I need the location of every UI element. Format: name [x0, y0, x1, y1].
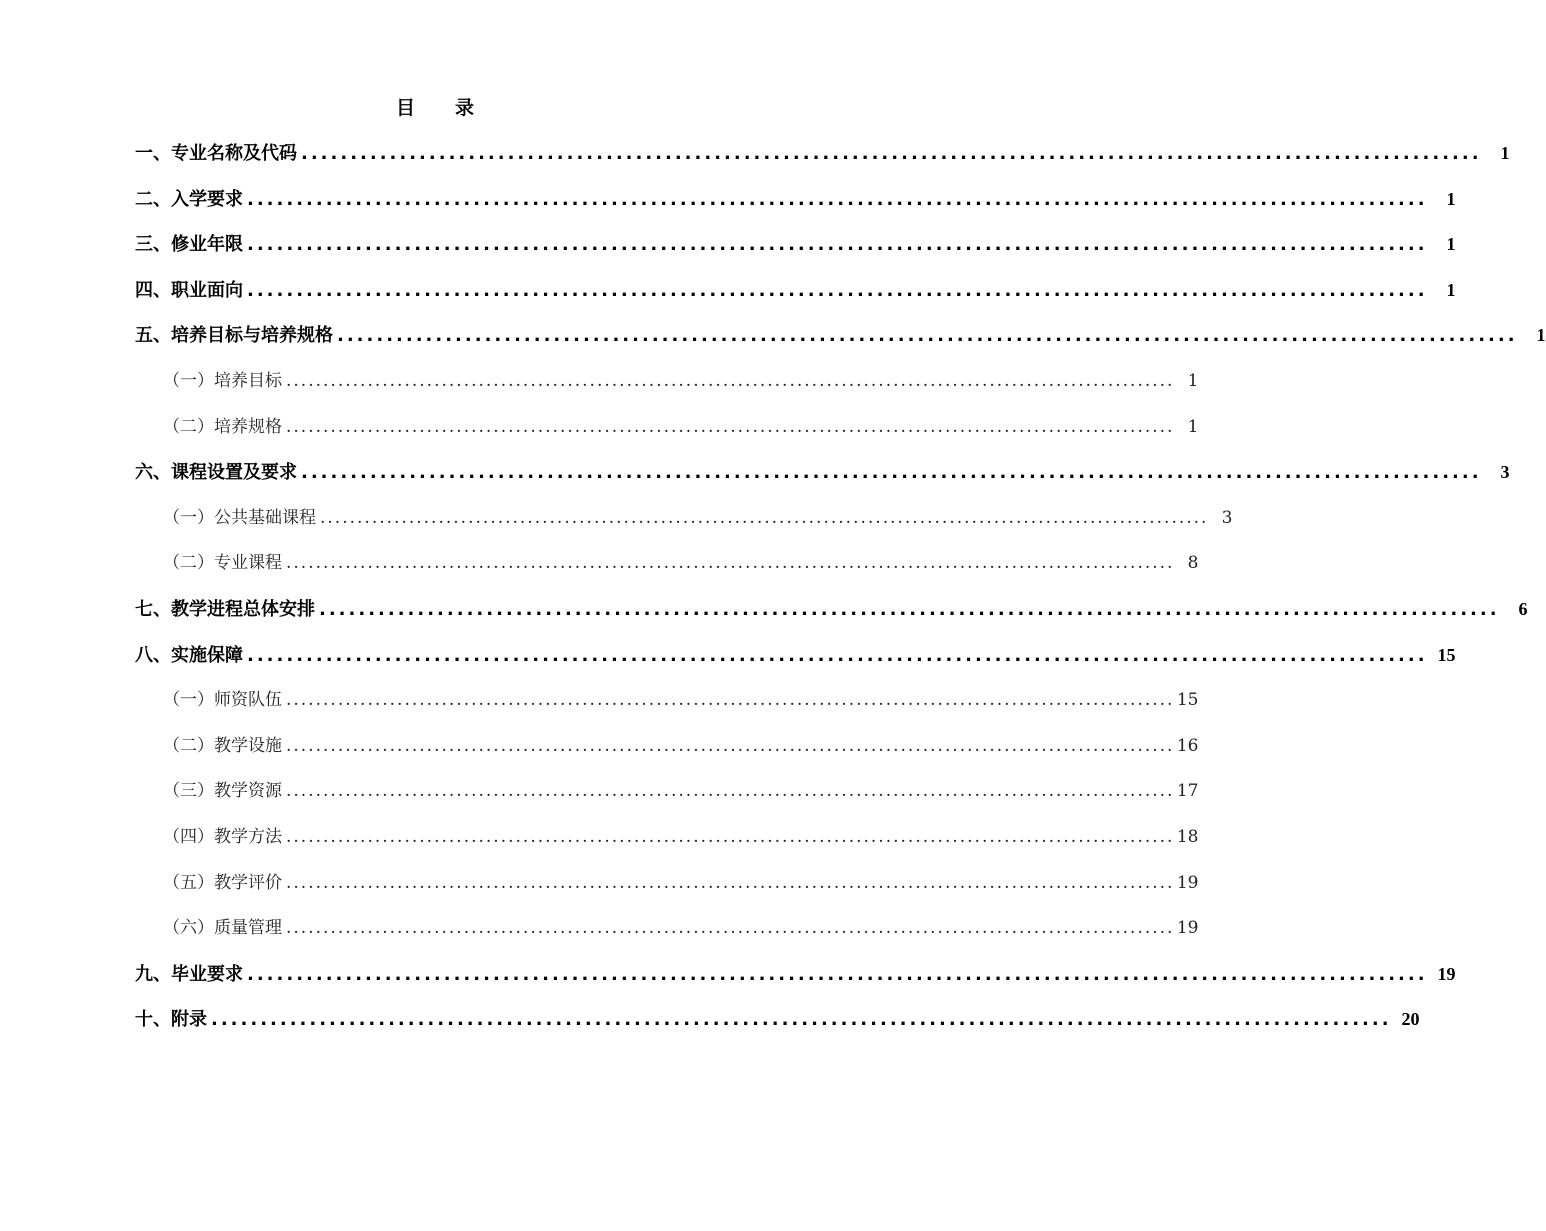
- toc-entry-section[interactable]: [135, 181, 1456, 227]
- toc-entry-subsection[interactable]: [135, 865, 1199, 911]
- toc-leader-dots: ........................................................................................................................: [319, 598, 1500, 620]
- toc-entry-label: （一）公共基础课程: [163, 507, 316, 528]
- toc-entry-subsection[interactable]: [135, 773, 1199, 819]
- toc-title: [0, 93, 870, 120]
- toc-entry-label: 四、职业面向: [135, 279, 243, 301]
- toc-entry-page-number: 8: [1187, 553, 1199, 574]
- toc-entry-page-number: 17: [1176, 781, 1199, 802]
- toc-entry-label: （一）培养目标: [163, 370, 282, 391]
- toc-entry-page-number: 1: [1187, 416, 1199, 437]
- toc-entry-label: 六、课程设置及要求: [135, 462, 297, 484]
- toc-leader-dots: ........................................................................................................................: [247, 644, 1428, 666]
- toc-entry-label: （六）质量管理: [163, 918, 282, 939]
- toc-entry-label: （二）教学设施: [163, 735, 282, 756]
- toc-leader-dots: ........................................................................................................................: [247, 188, 1428, 210]
- toc-leader-dots: ........................................................................................................................: [301, 462, 1482, 484]
- toc-entry-page-number: 3: [1500, 462, 1510, 483]
- toc-entry-section[interactable]: [135, 226, 1456, 272]
- toc-entry-section[interactable]: [135, 1001, 1420, 1047]
- toc-entry-subsection[interactable]: [135, 682, 1199, 728]
- toc-entry-subsection[interactable]: [135, 910, 1199, 956]
- toc-entry-page-number: 16: [1176, 735, 1199, 756]
- toc-entry-subsection[interactable]: [135, 500, 1233, 546]
- toc-entry-subsection[interactable]: [135, 545, 1199, 591]
- toc-entry-page-number: 1: [1187, 370, 1199, 391]
- toc-entry-page-number: 19: [1437, 963, 1456, 984]
- toc-entry-page-number: 6: [1518, 598, 1528, 619]
- toc-leader-dots: ........................................................................................................................: [211, 1009, 1392, 1031]
- toc-leader-dots: ........................................................................................................................: [247, 963, 1428, 985]
- toc-entry-page-number: 18: [1176, 826, 1199, 847]
- toc-entry-section[interactable]: [135, 272, 1456, 318]
- toc-leader-dots: ........................................................................................................................: [286, 735, 1175, 756]
- toc-entry-label: 十、附录: [135, 1009, 207, 1031]
- toc-title-char-1: 目: [395, 97, 415, 119]
- toc-entry-label: 二、入学要求: [135, 188, 243, 210]
- toc-leader-dots: ........................................................................................................................: [286, 918, 1175, 939]
- toc-leader-dots: ........................................................................................................................: [286, 370, 1175, 391]
- toc-entry-page-number: 19: [1176, 872, 1199, 893]
- toc-entry-page-number: 20: [1401, 1009, 1420, 1030]
- toc-entry-section[interactable]: [135, 454, 1510, 500]
- table-of-contents: [135, 135, 1546, 1047]
- toc-entry-page-number: 15: [1437, 644, 1456, 665]
- toc-leader-dots: ........................................................................................................................: [286, 690, 1175, 711]
- toc-entry-label: （四）教学方法: [163, 826, 282, 847]
- toc-entry-section[interactable]: [135, 135, 1510, 181]
- toc-entry-page-number: 15: [1176, 690, 1199, 711]
- toc-entry-label: 九、毕业要求: [135, 963, 243, 985]
- toc-entry-subsection[interactable]: [135, 728, 1199, 774]
- toc-entry-subsection[interactable]: [135, 363, 1199, 409]
- toc-entry-label: 三、修业年限: [135, 234, 243, 256]
- toc-entry-label: 五、培养目标与培养规格: [135, 325, 333, 347]
- toc-entry-page-number: 1: [1446, 234, 1456, 255]
- toc-leader-dots: ........................................................................................................................: [286, 781, 1175, 802]
- toc-leader-dots: ........................................................................................................................: [286, 872, 1175, 893]
- toc-entry-label: （三）教学资源: [163, 781, 282, 802]
- toc-entry-label: 七、教学进程总体安排: [135, 598, 315, 620]
- toc-entry-page-number: 1: [1446, 188, 1456, 209]
- toc-leader-dots: ........................................................................................................................: [247, 234, 1428, 256]
- toc-entry-page-number: 3: [1221, 507, 1233, 528]
- toc-entry-section[interactable]: [135, 317, 1546, 363]
- toc-leader-dots: ........................................................................................................................: [286, 826, 1175, 847]
- toc-entry-page-number: 1: [1446, 279, 1456, 300]
- toc-leader-dots: ........................................................................................................................: [286, 416, 1175, 437]
- toc-entry-page-number: 19: [1176, 918, 1199, 939]
- toc-entry-label: （五）教学评价: [163, 872, 282, 893]
- toc-entry-section[interactable]: [135, 591, 1528, 637]
- toc-entry-label: （二）专业课程: [163, 553, 282, 574]
- toc-leader-dots: ........................................................................................................................: [320, 507, 1209, 528]
- toc-entry-label: 八、实施保障: [135, 644, 243, 666]
- toc-entry-label: （一）师资队伍: [163, 690, 282, 711]
- toc-leader-dots: ........................................................................................................................: [247, 279, 1428, 301]
- toc-title-char-2: 录: [455, 97, 475, 119]
- toc-leader-dots: ........................................................................................................................: [301, 143, 1482, 164]
- toc-entry-subsection[interactable]: [135, 409, 1199, 455]
- toc-leader-dots: ........................................................................................................................: [337, 325, 1518, 347]
- toc-entry-label: 一、专业名称及代码: [135, 143, 297, 164]
- toc-entry-page-number: 1: [1500, 143, 1510, 163]
- toc-entry-label: （二）培养规格: [163, 416, 282, 437]
- toc-leader-dots: ........................................................................................................................: [286, 553, 1175, 574]
- toc-entry-section[interactable]: [135, 956, 1456, 1002]
- toc-entry-subsection[interactable]: [135, 819, 1199, 865]
- toc-entry-section[interactable]: [135, 637, 1456, 683]
- toc-entry-page-number: 1: [1536, 325, 1546, 346]
